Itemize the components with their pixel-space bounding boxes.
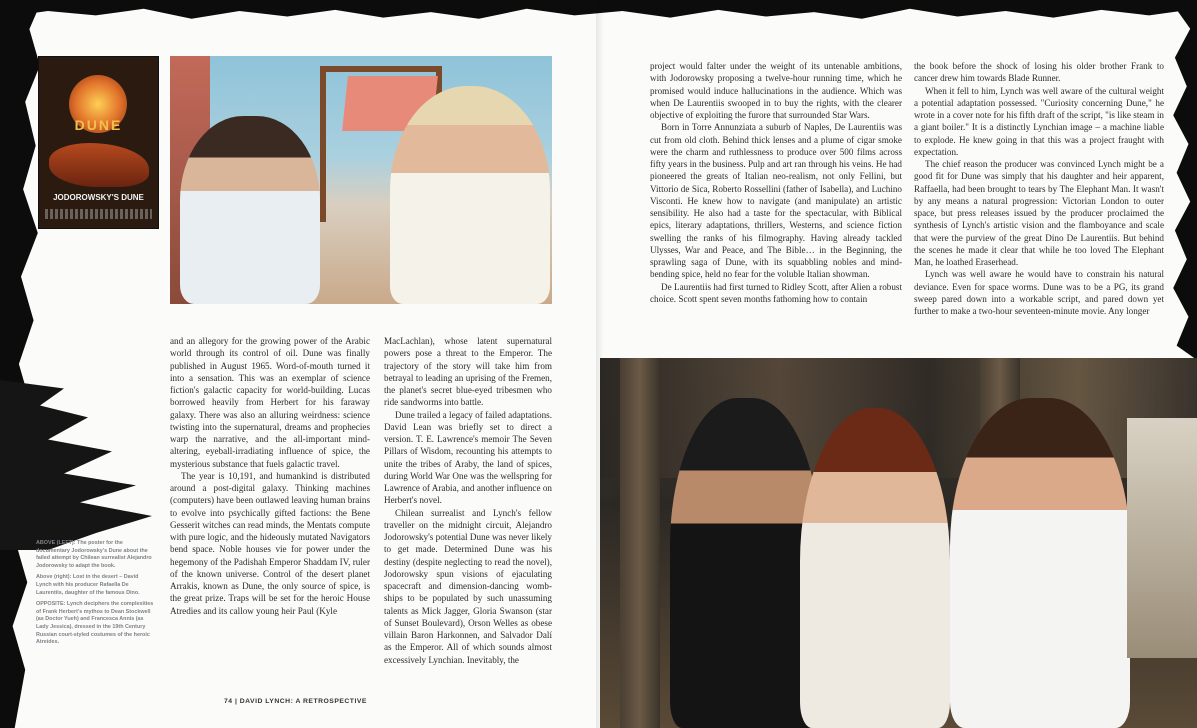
poster-subtitle: JODOROWSKY'S DUNE: [53, 193, 144, 202]
photo-figure-david-lynch: [950, 398, 1130, 728]
running-footer: [224, 698, 367, 705]
paragraph: Chilean surrealist and Lynch's fellow traveller on the midnight circuit, Alejandro Jodorowsky's potential Dune was never likely to get made. Determined Dune was his destiny (despite neglecting to read the novel), Jodorowsky spun visions of ejaculating spacecraft and dimension-dancing womb-ships to be populated by such unassuming talents as Mick Jagger, Gloria Swanson (star of Sunset Boulevard), Orson Welles as obese villain Baron Harkonnen, and Salvador Dalí as the Emperor. All of which sounds almost excessively Lynchian. Inevitably, the: [384, 507, 552, 665]
paragraph: The chief reason the producer was convinced Lynch might be a good fit for Dune was simply that his daughter and heir apparent, Raffaella, had been brought to tears by The Elephant Man. It wasn't by any means a natural progression: Victorian London to outer space, but press releases issued by the producer proclaimed the synthesis of Lynch's artistic vision and the flamboyance and scale that were the purview of the great Dino De Laurentiis. But behind the scenes he made it clear that while he too loved The Elephant Man, he loathed Eraserhead.: [914, 159, 1164, 267]
caption-above-left: ABOVE (LEFT): The poster for the documentary Jodorowsky's Dune about the failed attempt by Chilean surrealist Alejandro Jodorowsky to adapt the book.: [36, 540, 152, 569]
photo-captions: [36, 540, 154, 651]
poster-credits: [45, 209, 152, 219]
text-column-4: [914, 60, 1164, 317]
paragraph: De Laurentiis had first turned to Ridley Scott, after Alien a robust choice. Scott spent seven months fathoming how to contain: [650, 281, 902, 304]
photo-lynch-and-raffaella: [170, 56, 552, 304]
poster-sandworm: [49, 143, 149, 187]
torn-edge-left-lower: [0, 380, 160, 550]
paragraph: and an allegory for the growing power of the Arabic world through its control of oil. Dune was finally published in August 1965. Word-of-mouth turned it into a sensation. This was an exemplar of science fiction's galactic capacity for world-building. Lucas borrowed heavily from Herbert for his faraway galaxy. There was also an alluring weirdness: science twisting into the supernatural, dreams and prophecies warp the narrative, and the all-important mind-altering, eyeball-irradiating influence of spice, the mysterious substance that fuels galactic travel.: [170, 336, 370, 469]
text-column-1: [170, 335, 370, 617]
paragraph: project would falter under the weight of its untenable ambitions, with Jodorowsky proposing a twelve-hour running time, which he promised would induce hallucinations in the audience. Which was when De Laurentiis swooped in to buy the rights, with the clearer objective of exploiting the furore that surrounded Star Wars.: [650, 61, 902, 120]
photo-figure-raffaella: [390, 86, 550, 304]
paragraph: the book before the shock of losing his older brother Frank to cancer drew him towards Blade Runner.: [914, 61, 1164, 84]
jodorowsky-dune-poster: [38, 56, 159, 229]
page-number: 74: [224, 698, 233, 705]
photo-figure-francesca-annis: [800, 408, 950, 728]
set-column: [620, 358, 660, 728]
photo-figure-dean-stockwell: [670, 398, 820, 728]
poster-title: DUNE: [74, 117, 123, 133]
set-prop: [1127, 418, 1197, 658]
caption-above-right: Above (right): Lost in the desert – David Lynch with his producer Rafaella De Laurentiis, daughter of the famous Dino.: [36, 574, 140, 596]
text-column-3: [650, 60, 902, 305]
text-column-2: [384, 335, 552, 666]
caption-opposite: OPPOSITE: Lynch deciphers the complexities of Frank Herbert's mythos to Dean Stockwell (as Doctor Yueh) and Francesca Annis (as Lady Jessica), dressed in the 19th Century Russian court-styled costumes of the heroic Atreides.: [36, 601, 154, 646]
paragraph: Dune trailed a legacy of failed adaptations. David Lean was briefly set to direct a version. T. E. Lawrence's memoir The Seven Pillars of Wisdom, recounting his attempts to unite the tribes of Araby, the land of spices, during World War One was the wellspring for Lawrence of Arabia, and another influence on Herbert's novel.: [384, 409, 552, 506]
paragraph: The year is 10,191, and humankind is distributed around a post-digital galaxy. Thinking machines (computers) have been outlawed leaving human brains to evolve into psychically gifted factions: the Bene Gesserit witches can read minds, the Mentats compute with pure logic, and the hideously mutated Navigators bend space. Noble houses vie for power under the hegemony of the Padishah Emperor Shaddam IV, ruler of the known universe. Control of the desert planet Arrakis, known as Dune, the only source of spice, is the great prize. Traps will be set for the heroic House Atredies and its callow young heir Paul (Kyle: [170, 470, 370, 616]
photo-figure-lynch: [180, 116, 320, 304]
torn-edge-right: [1163, 0, 1197, 360]
paragraph: Born in Torre Annunziata a suburb of Naples, De Laurentiis was cut from old cloth. Behind thick lenses and a plume of cigar smoke were the charm and ruthlessness to produce over 500 films across fifty years in the business. Pulp and art ran through his veins. He had pioneered the greats of Italian neo-realism, not only Fellini, but Vittorio de Sica, Roberto Rossellini (father of Isabella), and Luchino Visconti. He knew how to navigate (and manipulate) an artistic sensibility. He also had a taste for the spectacular, with Biblical epics, literary adaptations, thrillers, Westerns, and science fiction swelling the ranks of his filmography. Having already tackled Ulysses, War and Peace, and The Bible… in the Beginning, the sprawling saga of Dune, with its squabbling nobles and mind-bending spice, held no fear for the voluble Italian showman.: [650, 122, 902, 280]
running-head: DAVID LYNCH: A RETROSPECTIVE: [239, 698, 367, 705]
paragraph: Lynch was well aware he would have to constrain his natural deviance. Even for space worms. Dune was to be a PG, its grand sweep pared down into a workable script, and pared down yet further to make a two-hour seventeen-minute movie. Any longer: [914, 269, 1164, 316]
photo-lynch-directing-actors: [600, 358, 1197, 728]
paragraph: MacLachlan), whose latent supernatural powers pose a threat to the Emperor. The trajectory of the story will take him from betrayal to leading an uprising of the Fremen, the planet's secret blue-eyed tribesmen who ride sandworms into battle.: [384, 336, 552, 408]
footer-separator: |: [234, 698, 240, 705]
paragraph: When it fell to him, Lynch was well aware of the cultural weight a potential adaptation possessed. "Curiosity concerning Dune," he wrote in a cover note for his fifth draft of the script, "is like steam in a giant boiler." It is a distinctly Lynchian image – a machine liable to explode. He knew going in that this was a project fraught with expectation.: [914, 85, 1164, 157]
